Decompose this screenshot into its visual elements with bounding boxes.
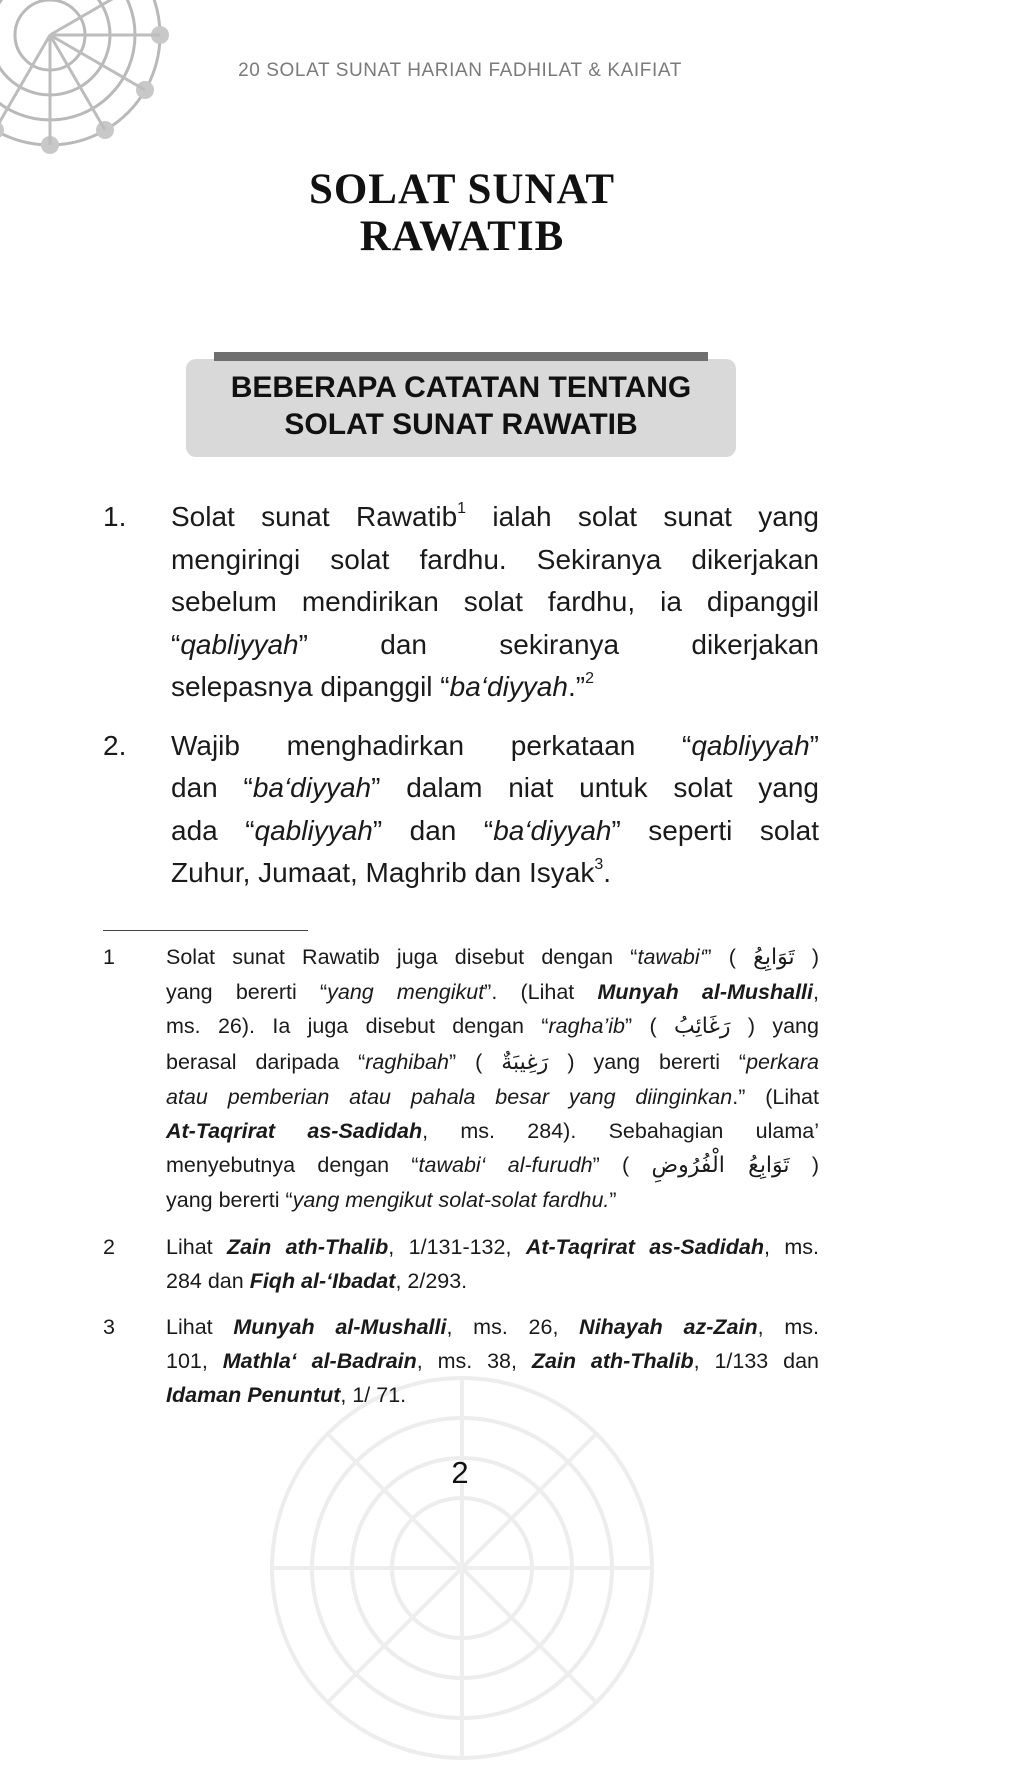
- footnote: [0, 940, 1024, 1218]
- footnote-number: 1: [103, 945, 115, 969]
- list-item: [0, 496, 1024, 709]
- arabic-text: رَغِيبَةٌ: [501, 1049, 549, 1075]
- footnote-text: Lihat Munyah al-Mushalli, ms. 26, Nihayah az-Zain, ms. 101, Mathla‘ al-Badrain, ms. 38, Zain ath-Thalib, 1/133 dan Idaman Penuntut, 1/ 71.: [166, 1315, 819, 1408]
- numbered-list: [0, 496, 1024, 911]
- footnote-text: Lihat Zain ath-Thalib, 1/131-132, At-Taqrirat as-Sadidah, ms. 284 dan Fiqh al-‘Ibadat, 2/293.: [166, 1234, 819, 1293]
- list-item-text: Wajib menghadirkan perkataan “qabliyyah” dan “ba‘diyyah” dalam niat untuk solat yang ada “qabliyyah” dan “ba‘diyyah” seperti solat Zuhur, Jumaat, Maghrib dan Isyak$^3$.: [171, 729, 820, 888]
- section-heading-bar: [214, 352, 708, 361]
- page-number: 2: [451, 1455, 469, 1490]
- footnotes: [0, 940, 1024, 1425]
- arabic-text: تَوَابِعُ: [753, 945, 795, 970]
- footnote-ref[interactable]: 2: [585, 669, 594, 687]
- footnote-ref[interactable]: 3: [594, 855, 604, 873]
- footnote: [0, 1310, 1024, 1413]
- footnote-ref[interactable]: 1: [457, 499, 467, 517]
- chapter-title-line-1: SOLAT SUNAT: [308, 166, 616, 213]
- arabic-text: تَوَابِعُ الْفُرُوضِ: [651, 1153, 790, 1179]
- footnote-number: 2: [103, 1234, 115, 1259]
- geometric-ornament-bottom: [262, 1368, 662, 1768]
- footnote-number: 3: [103, 1315, 115, 1340]
- list-item-number: 2.: [103, 729, 127, 761]
- running-header: 20 SOLAT SUNAT HARIAN FADHILAT & KAIFIAT: [238, 60, 682, 81]
- arabic-text: رَغَائِبُ: [673, 1014, 731, 1040]
- list-item-text: Solat sunat Rawatib$^1$ ialah solat sunat yang mengiringi solat fardhu. Sekiranya dikerjakan sebelum mendirikan solat fardhu, ia dipanggil “qabliyyah” dan sekiranya dikerjakan selepasnya dipanggil “ba‘diyyah.”$^2$: [171, 499, 819, 702]
- footnote-text: Solat sunat Rawatib juga disebut dengan “tawabi‘” ( تَوَابِعُ ) yang bererti “yang mengikut”. (Lihat Munyah al-Mushalli, ms. 26). Ia juga disebut dengan “ragha’ib” ( رَغَائِبُ ) yang berasal daripada “raghibah” ( رَغِيبَةٌ ) yang bererti “perkara atau pemberian atau pahala besar yang diinginkan.” (Lihat At-Taqrirat as-Sadidah, ms. 284). Sebahagian ulama’ menyebutnya dengan “tawabi‘ al-furudh” ( تَوَابِعُ الْفُرُوضِ ) yang bererti “yang mengikut solat-solat fardhu.”: [166, 945, 819, 1213]
- section-heading-line-1: BEBERAPA CATATAN TENTANG: [230, 371, 692, 404]
- footnote-divider: [103, 930, 308, 931]
- section-heading-line-2: SOLAT SUNAT RAWATIB: [284, 408, 638, 441]
- chapter-title: [0, 166, 924, 260]
- list-item: [0, 725, 1024, 895]
- chapter-title-line-2: RAWATIB: [359, 213, 565, 260]
- list-item-number: 1.: [103, 501, 127, 532]
- section-heading: [186, 369, 736, 443]
- footnote: [0, 1230, 1024, 1298]
